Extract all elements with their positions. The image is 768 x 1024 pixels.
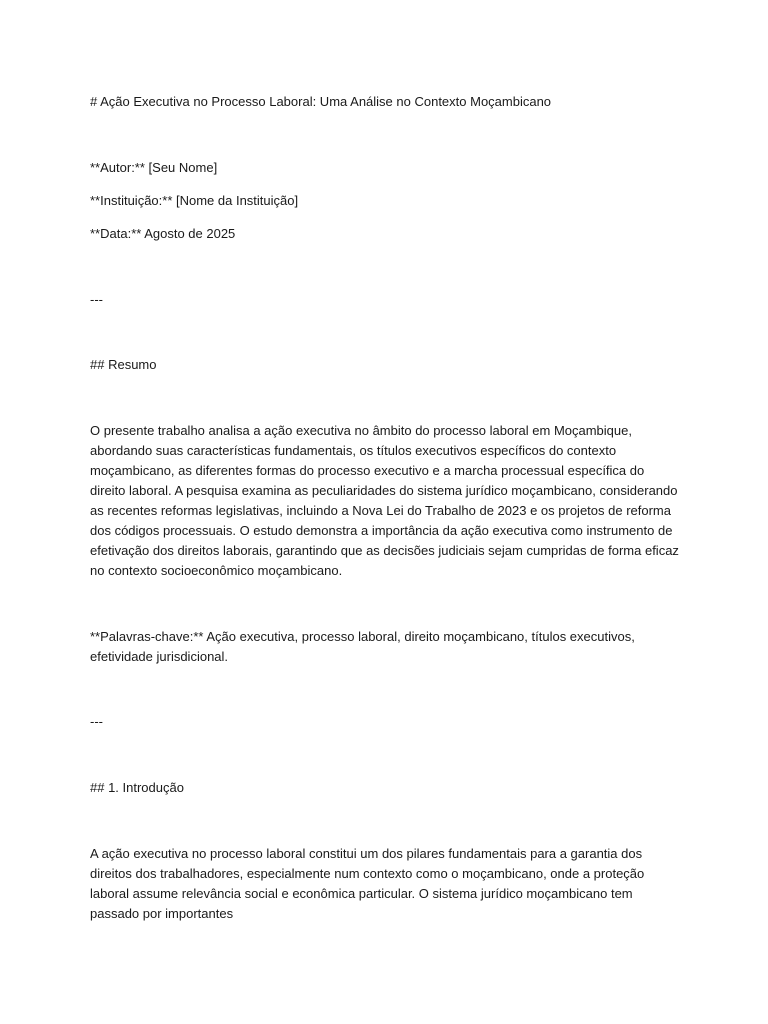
abstract-heading: ## Resumo [90, 357, 157, 372]
institution-line: **Instituição:** [Nome da Instituição] [90, 193, 299, 208]
introduction-paragraph: A ação executiva no processo laboral constitui um dos pilares fundamentais para a garantia dos direitos dos trabalhadores, especialmente num contexto como o moçambicano, onde a proteção laboral assume relevância social e econômica particular. O sistema jurídico moçambicano tem passado por importantes [90, 846, 645, 921]
abstract-paragraph: O presente trabalho analisa a ação executiva no âmbito do processo laboral em Moçambique, abordando suas características fundamentais, os títulos executivos específicos do contexto moçambicano, as diferentes formas do processo executivo e a marcha processual específica do direito laboral. A pesquisa examina as peculiaridades do sistema jurídico moçambicano, considerando as recentes reformas legislativas, incluindo a Nova Lei do Trabalho de 2023 e os projetos de reforma dos códigos processuais. O estudo demonstra a importância da ação executiva como instrumento de efetivação dos direitos laborais, garantindo que as decisões judiciais sejam cumpridas de forma eficaz no contexto socioeconômico moçambicano. [90, 423, 679, 578]
keywords-paragraph: **Palavras-chave:** Ação executiva, processo laboral, direito moçambicano, títulos executivos, efetividade jurisdicional. [90, 629, 635, 664]
separator: --- [90, 714, 103, 729]
separator: --- [90, 292, 103, 307]
date-line: **Data:** Agosto de 2025 [90, 226, 236, 241]
document-title: # Ação Executiva no Processo Laboral: Uma Análise no Contexto Moçambicano [90, 94, 552, 109]
author-line: **Autor:** [Seu Nome] [90, 160, 218, 175]
introduction-heading: ## 1. Introdução [90, 780, 184, 795]
